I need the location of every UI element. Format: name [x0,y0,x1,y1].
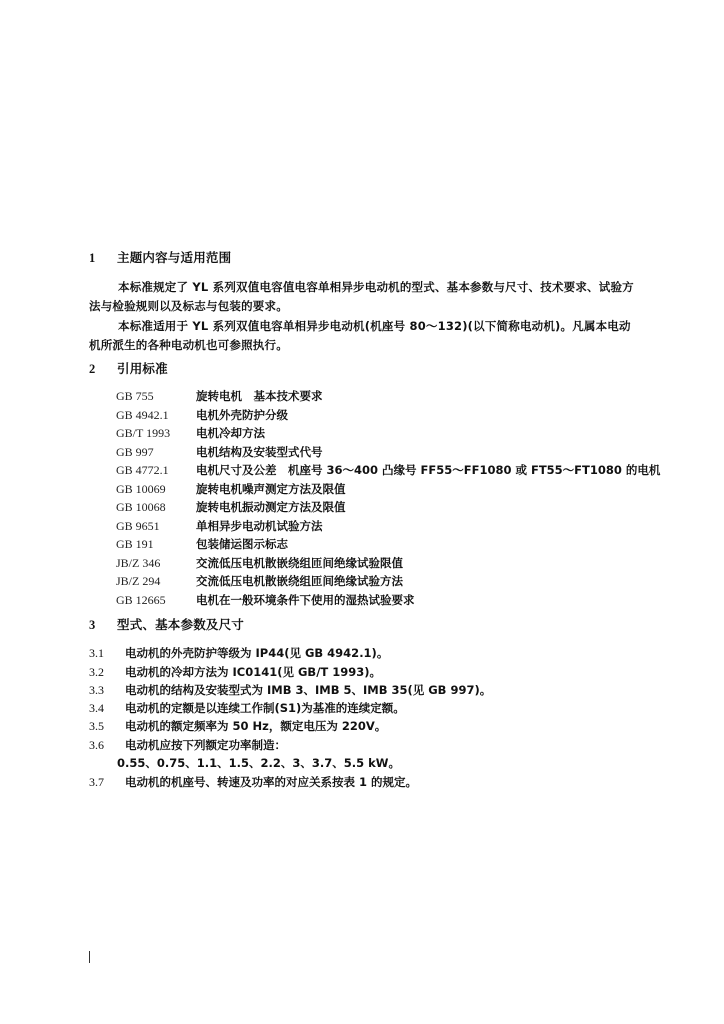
clause-row [89,700,405,716]
ref-row [116,444,323,460]
clause-number: 3.3 [89,683,104,697]
margin-mark [89,951,90,963]
section-1-para-1-line-1: 本标准规定了 YL 系列双值电容值电容单相异步电动机的型式、基本参数与尺寸、技术要求、试验方 [118,280,634,294]
section-2-number: 2 [89,362,96,376]
clause-text: 电动机的冷却方法为 IC0141(见 GB/T 1993)。 [125,665,382,679]
clause-number: 3.1 [89,646,104,660]
ref-title: 旋转电机振动测定方法及限值 [196,500,346,514]
clause-text: 电动机的额定频率为 50 Hz，额定电压为 220V。 [125,719,387,733]
ref-title: 电机在一般环境条件下使用的湿热试验要求 [196,593,415,607]
clause-row [89,737,286,753]
ref-title: 交流低压电机散嵌绕组匝间绝缘试验方法 [196,574,403,588]
clause-row [89,645,388,661]
clause-row [117,755,400,771]
section-1-number: 1 [89,251,96,265]
clause-text: 电动机应按下列额定功率制造： [125,738,286,752]
clause-number: 3.5 [89,719,104,733]
clause-number: 3.4 [89,701,104,715]
ref-row [116,388,323,404]
ref-title: 电机外壳防护分级 [196,408,288,422]
clause-row [89,682,491,698]
clause-text: 电动机的定额是以连续工作制(S1)为基准的连续定额。 [125,701,405,715]
section-3-title: 型式、基本参数及尺寸 [117,617,245,632]
section-1-para-2-line-1: 本标准适用于 YL 系列双值电容单相异步电动机(机座号 80～132)(以下简称电动机)。凡属本电动 [118,319,631,333]
ref-code: GB 4942.1 [116,408,169,422]
clause-number: 3.7 [89,775,104,789]
section-1-title: 主题内容与适用范围 [117,250,232,265]
clause-text: 电动机的结构及安装型式为 IMB 3、IMB 5、IMB 35(见 GB 997)。 [125,683,492,697]
ref-row [116,592,415,608]
ref-code: GB 9651 [116,519,160,533]
section-1-heading [89,250,231,266]
ref-title: 旋转电机噪声测定方法及限值 [196,482,346,496]
ref-row [116,425,265,441]
ref-code: GB 10069 [116,482,166,496]
ref-title: 单相异步电动机试验方法 [196,519,323,533]
ref-code: GB/T 1993 [116,426,171,440]
ref-code: GB 755 [116,389,154,403]
ref-row [116,518,323,534]
section-1-para-2-line-2: 机所派生的各种电动机也可参照执行。 [89,338,288,352]
section-1-para-1-line-2: 法与检验规则以及标志与包装的要求。 [89,299,288,313]
ref-row [116,536,288,552]
ref-code: JB/Z 346 [116,556,161,570]
ref-title: 电机冷却方法 [196,426,265,440]
ref-row [116,573,403,589]
ref-row [116,462,660,478]
ref-code: GB 12665 [116,593,166,607]
ref-title: 电机结构及安装型式代号 [196,445,323,459]
clause-number: 3.2 [89,665,104,679]
clause-text: 电动机的机座号、转速及功率的对应关系按表 1 的规定。 [125,775,418,789]
clause-row [89,664,381,680]
ref-row [116,499,346,515]
ref-row [116,555,403,571]
clause-number: 3.6 [89,738,104,752]
ref-title: 交流低压电机散嵌绕组匝间绝缘试验限值 [196,556,403,570]
ref-row [116,481,346,497]
ref-code: GB 191 [116,537,154,551]
section-3-heading [89,617,244,633]
ref-code: GB 10068 [116,500,166,514]
clause-text: 电动机的外壳防护等级为 IP44(见 GB 4942.1)。 [125,646,389,660]
clause-row [89,774,417,790]
clause-text: 0.55、0.75、1.1、1.5、2.2、3、3.7、5.5 kW。 [117,756,400,770]
ref-title: 旋转电机 基本技术要求 [196,389,323,403]
ref-title: 电机尺寸及公差 机座号 36～400 凸缘号 FF55～FF1080 或 FT55～FT1080 的电机 [196,463,661,477]
clause-row [89,718,386,734]
section-3-number: 3 [89,618,96,632]
section-2-heading [89,361,168,377]
ref-code: GB 997 [116,445,154,459]
ref-title: 包装储运图示标志 [196,537,288,551]
section-2-title: 引用标准 [117,361,168,376]
ref-code: GB 4772.1 [116,463,169,477]
ref-code: JB/Z 294 [116,574,161,588]
ref-row [116,407,288,423]
